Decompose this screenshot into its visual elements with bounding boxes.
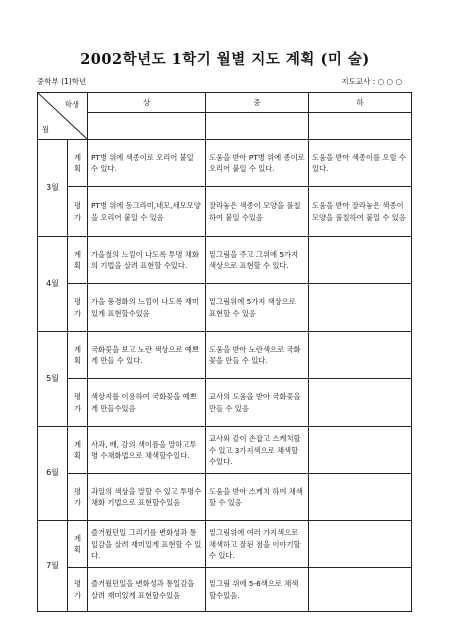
month-label: 3월 [38,139,68,236]
header-spacer-row [38,113,412,140]
plan-cell-low [309,427,412,474]
plan-cell-high: 가을철의 느낌이 나도록 투명 채화의 기법을 살려 표현할 수있다. [88,237,206,284]
column-header-high: 상 [88,93,206,113]
document-title: 2002학년도 1학기 월별 지도 계획 (미 술) [80,51,370,68]
plan-cell-high: 가을 풍경화의 느낌이 나도록 재미있게 표현할수있음 [88,284,206,332]
row-kind-label: 평가 [68,568,88,612]
plan-cell-high: 국화꽃을 보고 노란 색상으로 예쁘게 만들 수 있다. [88,332,206,379]
month-row [38,332,412,379]
plan-cell-low [309,237,412,284]
column-header-mid: 중 [206,93,309,113]
plan-cell-low [309,568,412,612]
plan-cell-high: 즐거웠던일을 변화성과 통일감을 살려 재미있게 표현할수있음 [88,568,206,612]
plan-cell-mid: 밑그림위에 5가지 색상으로 표현할 수 있음 [206,284,309,332]
row-kind-label: 평가 [68,474,88,521]
plan-cell-mid: 도움을 받아 PT병 위에 종이로 오리어 붙일 수 있다. [206,139,309,186]
month-row [38,186,412,236]
plan-cell-high: PT병 위에 색종이로 오리어 붙일 수 있다. [88,139,206,186]
month-label: 4월 [38,237,68,332]
corner-cell [38,93,88,140]
plan-cell-low [309,474,412,521]
teacher-label: 지도교사 : ○ ○ ○ [341,77,402,86]
month-row [38,427,412,474]
plan-cell-mid: 잘라놓은 색종이 모양을 풀칠하여 붙일 수있음 [206,186,309,236]
row-kind-label: 평가 [68,284,88,332]
month-row [38,139,412,186]
plan-cell-mid: 밑그림 위에 5-6색으로 채색할수있음. [206,568,309,612]
plan-cell-low [309,332,412,379]
monthly-plan-table [37,92,412,612]
header-spacer-cell [206,113,309,140]
plan-cell-mid: 교사의 도움을 받아 국화꽃을 만들 수 있음 [206,379,309,427]
month-row [38,521,412,568]
plan-cell-mid: 밑그림을 주고 그위에 5가지 색상으로 표현할 수 있다. [206,237,309,284]
month-label: 6월 [38,427,68,521]
plan-cell-low [309,379,412,427]
row-kind-label: 평가 [68,186,88,236]
row-kind-label: 계획 [68,139,88,186]
plan-cell-low: 도움을 받아 잘라놓은 색종이 모양을 풀칠하여 붙일 수 있음 [309,186,412,236]
plan-cell-mid: 밑그림위에 여러 가지색으로 채색하고 잘된 점을 이야기할 수 있다. [206,521,309,568]
month-row [38,284,412,332]
plan-cell-mid: 도움을 받아 스케치 하여 채색할 수 있음 [206,474,309,521]
plan-cell-mid: 도움을 받아 노란색으로 국화꽃을 만들 수 있다. [206,332,309,379]
row-kind-label: 평가 [68,379,88,427]
row-kind-label: 계획 [68,237,88,284]
plan-cell-low [309,521,412,568]
month-row [38,568,412,612]
corner-month-label: 월 [42,124,50,134]
column-header-low: 하 [309,93,412,113]
plan-cell-high: 사과, 배, 감의 색이름을 말하고투명 수채화법으로 채색할수있다. [88,427,206,474]
row-kind-label: 계획 [68,427,88,474]
plan-cell-high: 색상지를 이용하여 국화꽃을 예쁘게 만들수있음 [88,379,206,427]
month-label: 5월 [38,332,68,427]
month-label: 7월 [38,521,68,612]
row-kind-label: 계획 [68,332,88,379]
header-spacer-cell [88,113,206,140]
plan-cell-low: 도움을 받아 색종이를 오릴 수 있다. [309,139,412,186]
plan-cell-high: 즐거웠던일 그리기를 변화성과 통일감을 살려 재미있게 표현할 수 있다. [88,521,206,568]
department-label: 중학부 (1)학년 [37,77,87,86]
plan-cell-low [309,284,412,332]
header-row [38,93,412,113]
plan-cell-mid: 교사와 같이 손잡고 스케치할 수 있고 3가지색으로 채색할 수있다. [206,427,309,474]
plan-cell-high: PT병 위에 동그라미,네모,세모모양을 오리어 붙일 수 있음 [88,186,206,236]
plan-cell-high: 과일의 색상을 말할 수 있고 투명수채화 기법으로 표현할수있음 [88,474,206,521]
header-spacer-cell [309,113,412,140]
month-row [38,237,412,284]
month-row [38,379,412,427]
corner-student-label: 학생 [64,100,79,109]
row-kind-label: 계획 [68,521,88,568]
month-row [38,474,412,521]
